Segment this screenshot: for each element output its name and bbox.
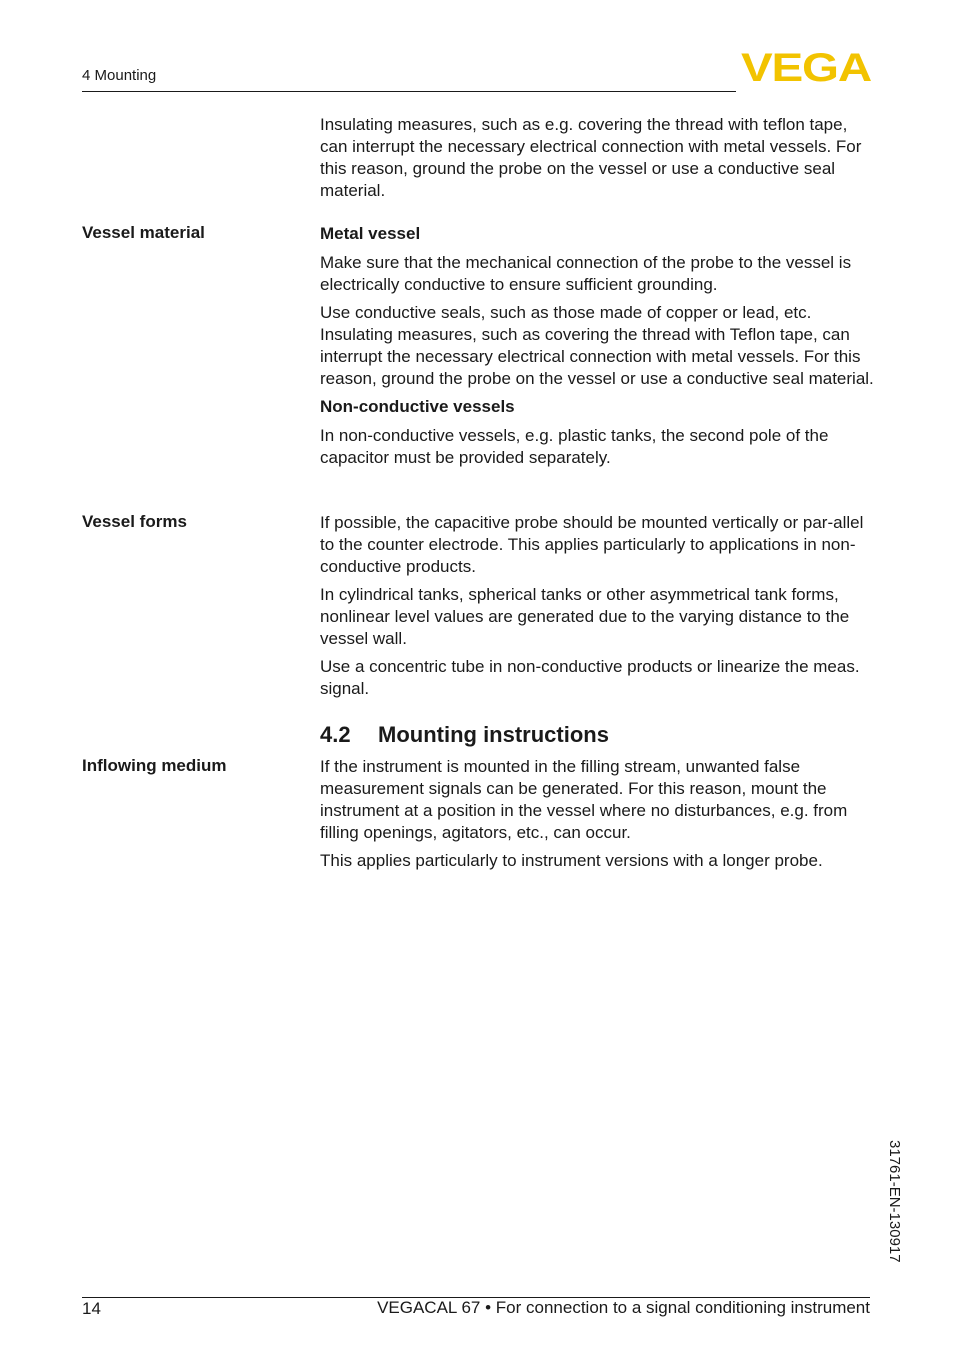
intro-paragraph: Insulating measures, such as e.g. covering the thread with teflon tape, can interrupt the necessary electrical connection with metal vessels. For this reason, ground the probe on the vessel or use a conductive seal material. xyxy=(320,115,862,200)
vessel-forms-paragraph-3: Use a concentric tube in non-conductive products or linearize the meas. signal. xyxy=(320,657,860,698)
inflowing-medium-paragraph-1: If the instrument is mounted in the filling stream, unwanted false measurement signals can be generated. For this reason, mount the instrument at a position in the vessel where no disturbances, e.g. from filling openings, agitators, etc., can occur. xyxy=(320,757,848,842)
vessel-forms-paragraph-2: In cylindrical tanks, spherical tanks or other asymmetrical tank forms, nonlinear level values are generated due to the varying distance to the vessel wall. xyxy=(320,585,850,648)
document-code: 31761-EN-130917 xyxy=(886,1140,903,1263)
side-label-vessel-material: Vessel material xyxy=(82,223,205,242)
vessel-forms-block xyxy=(320,512,876,706)
nonconductive-heading: Non-conductive vessels xyxy=(320,397,515,416)
nonconductive-paragraph: In non-conductive vessels, e.g. plastic tanks, the second pole of the capacitor must be provided separately. xyxy=(320,426,829,467)
intro-block xyxy=(320,114,876,208)
vega-logo xyxy=(741,50,873,86)
chapter-title: 4 Mounting xyxy=(82,67,157,84)
metal-vessel-heading: Metal vessel xyxy=(320,224,421,243)
section-number: 4.2 xyxy=(320,722,351,747)
vega-logo-text: VEGA xyxy=(741,50,872,86)
vessel-forms-paragraph-1: If possible, the capacitive probe should be mounted vertically or par-allel to the counter electrode. This applies particularly to applications in non-conductive products. xyxy=(320,513,864,576)
section-heading xyxy=(320,722,876,748)
vessel-material-block xyxy=(320,223,876,475)
inflowing-medium-block xyxy=(320,756,876,878)
inflowing-medium-paragraph-2: This applies particularly to instrument versions with a longer probe. xyxy=(320,851,823,870)
footer-title: VEGACAL 67 • For connection to a signal conditioning instrument xyxy=(377,1298,870,1317)
side-label-inflowing-medium: Inflowing medium xyxy=(82,756,227,775)
section-title: Mounting instructions xyxy=(378,722,609,747)
metal-vessel-paragraph-1: Make sure that the mechanical connection of the probe to the vessel is electrically conductive to ensure sufficient grounding. xyxy=(320,253,852,294)
page-number: 14 xyxy=(82,1299,101,1318)
side-label-vessel-forms: Vessel forms xyxy=(82,512,187,531)
metal-vessel-paragraph-2: Use conductive seals, such as those made of copper or lead, etc. Insulating measures, such as covering the thread with Teflon tape, can interrupt the necessary electrical connection with metal vessels. For this reason, ground the probe on the vessel or use a conductive seal material. xyxy=(320,303,874,388)
header-rule xyxy=(82,91,736,92)
